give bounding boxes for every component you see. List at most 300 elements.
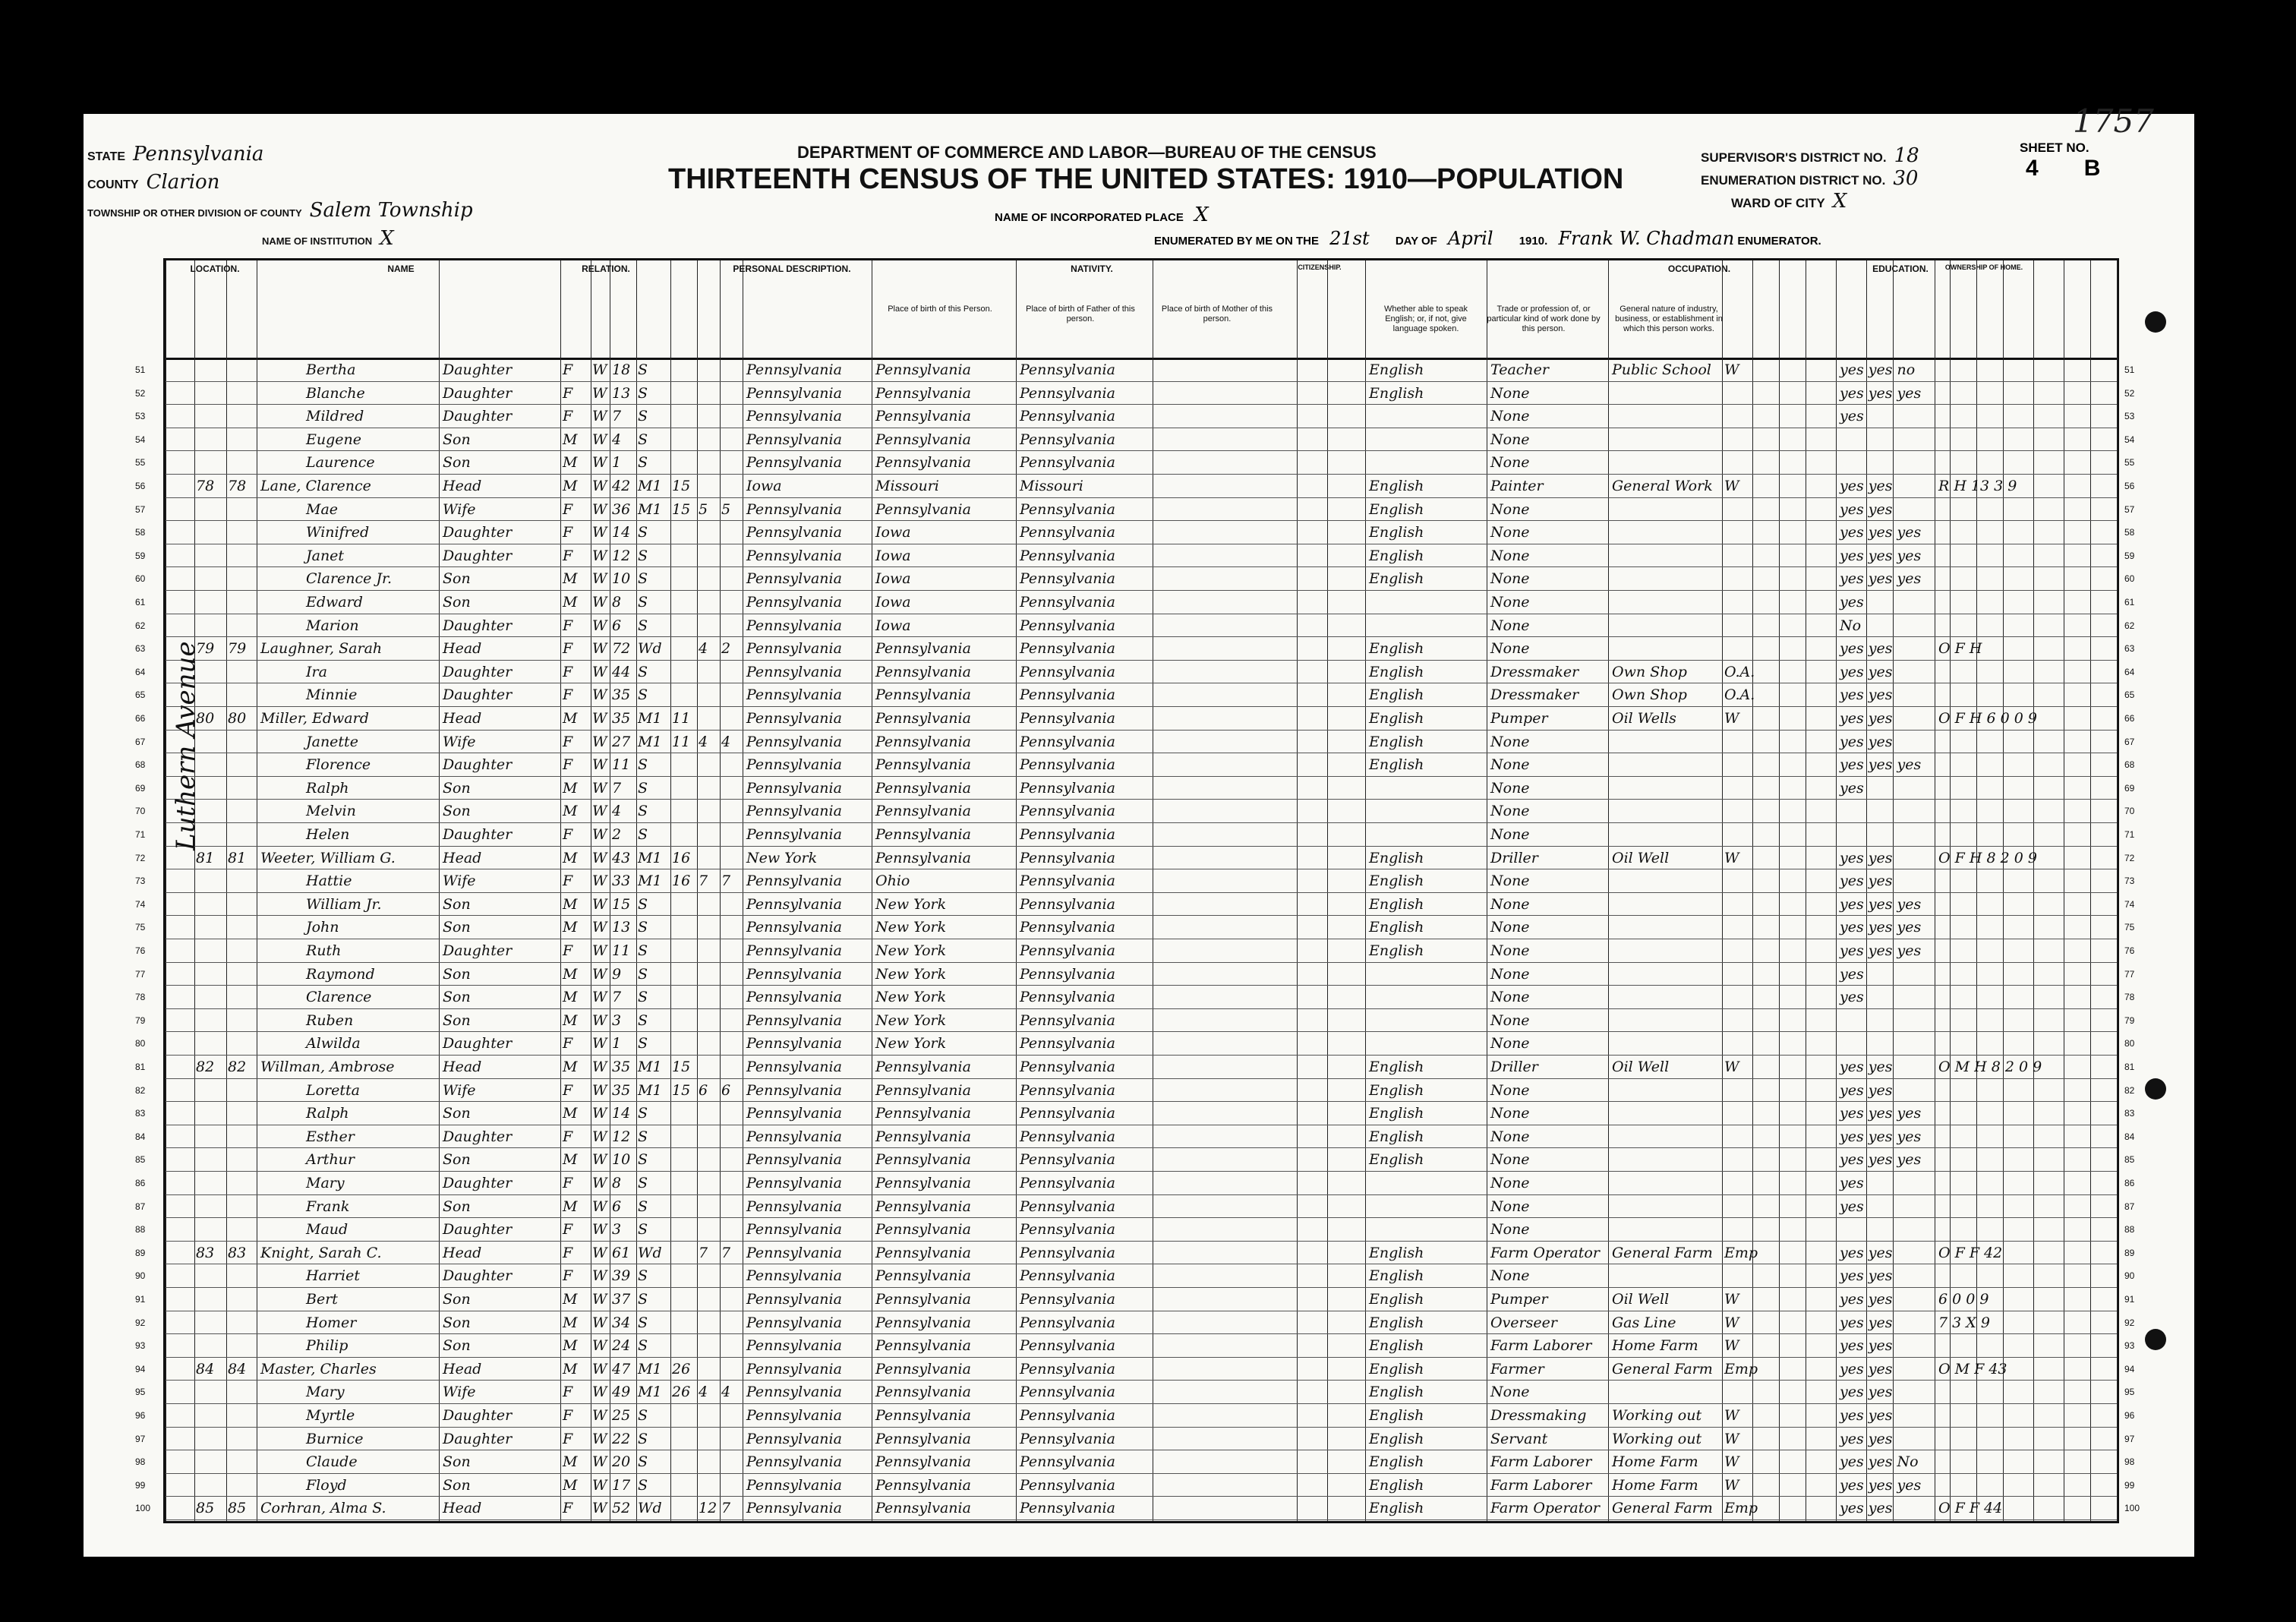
industry: Home Farm <box>1612 1453 1698 1471</box>
trade: Driller <box>1490 1059 1538 1075</box>
row-number: 99 <box>135 1479 146 1491</box>
birthplace: Pennsylvania <box>746 454 842 472</box>
education: yes yes <box>1840 686 1893 704</box>
column-line <box>1950 260 1951 1521</box>
relation: Head <box>443 478 482 494</box>
trade: None <box>1490 733 1530 750</box>
marital-status: M1 <box>638 1081 662 1099</box>
row-line <box>166 1055 2117 1056</box>
col-industry-head: General nature of industry, business, or establishment in which this person works. <box>1615 305 1723 333</box>
relation: Son <box>443 1198 471 1215</box>
education: yes yes yes <box>1840 570 1922 588</box>
birthplace: Pennsylvania <box>746 500 842 518</box>
trade: None <box>1490 547 1530 564</box>
employer-status: W <box>1724 1059 1739 1075</box>
person-name: Minnie <box>306 686 358 704</box>
sex: F <box>563 1500 573 1517</box>
employer-status: W <box>1724 1430 1739 1447</box>
language: English <box>1369 384 1424 402</box>
father-birthplace: Pennsylvania <box>875 1291 971 1308</box>
education: yes <box>1840 779 1864 797</box>
relation: Son <box>443 1105 471 1122</box>
birthplace: Pennsylvania <box>746 1476 842 1494</box>
row-line <box>166 590 2117 591</box>
trade: None <box>1490 965 1530 983</box>
birthplace: Pennsylvania <box>746 756 842 774</box>
row-line <box>166 1519 2117 1520</box>
father-birthplace: Pennsylvania <box>875 779 971 797</box>
age: 24 <box>612 1337 631 1355</box>
row-line <box>166 566 2117 567</box>
row-line <box>166 1147 2117 1148</box>
sex: M <box>563 431 578 448</box>
industry: General Farm <box>1612 1360 1713 1377</box>
race: W <box>592 478 607 494</box>
person-name: Melvin <box>306 803 356 820</box>
relation: Daughter <box>443 826 512 843</box>
education: yes yes <box>1840 1360 1893 1377</box>
birthplace: Pennsylvania <box>746 594 842 611</box>
children-living: 4 <box>721 733 731 750</box>
marital-status: S <box>638 756 648 774</box>
children-born: 6 <box>699 1081 708 1099</box>
relation: Wife <box>443 1384 476 1401</box>
language: English <box>1369 1500 1424 1517</box>
children-living: 7 <box>721 1500 731 1517</box>
row-number-right: 58 <box>2124 527 2135 538</box>
relation: Daughter <box>443 942 512 959</box>
language: English <box>1369 1314 1424 1331</box>
day-of-label: DAY OF <box>1395 235 1437 248</box>
race: W <box>592 1314 607 1331</box>
column-line <box>636 260 637 1521</box>
relation: Son <box>443 989 471 1006</box>
column-line <box>1976 260 1977 1521</box>
mother-birthplace: Pennsylvania <box>1020 895 1115 913</box>
sheet-value: 4 <box>2026 156 2039 181</box>
birthplace: Pennsylvania <box>746 1244 842 1261</box>
mother-birthplace: Pennsylvania <box>1020 524 1115 541</box>
sheet-label: SHEET NO. <box>2020 140 2089 155</box>
race: W <box>592 826 607 843</box>
row-number: 96 <box>135 1410 146 1421</box>
mother-birthplace: Pennsylvania <box>1020 1337 1115 1355</box>
education: yes yes <box>1840 733 1893 750</box>
father-birthplace: Pennsylvania <box>875 1151 971 1169</box>
trade: Farm Laborer <box>1490 1337 1592 1355</box>
trade: Teacher <box>1490 361 1549 378</box>
trade: None <box>1490 756 1530 774</box>
birthplace: Pennsylvania <box>746 408 842 425</box>
row-number-right: 99 <box>2124 1479 2135 1491</box>
person-name: Ira <box>306 663 327 680</box>
age: 14 <box>612 1105 631 1122</box>
race: W <box>592 1175 607 1191</box>
marital-status: S <box>638 826 648 843</box>
father-birthplace: New York <box>875 965 947 983</box>
mother-birthplace: Pennsylvania <box>1020 1360 1115 1377</box>
age: 4 <box>612 431 622 448</box>
person-name: Raymond <box>306 965 375 983</box>
relation: Daughter <box>443 1175 512 1191</box>
education: yes yes yes <box>1840 1128 1922 1145</box>
education: yes <box>1840 594 1864 611</box>
mother-birthplace: Pennsylvania <box>1020 849 1115 866</box>
person-name: Marion <box>306 617 359 634</box>
institution-label: NAME OF INSTITUTION <box>262 235 373 247</box>
row-number-right: 89 <box>2124 1247 2135 1258</box>
relation: Son <box>443 1151 471 1169</box>
relation: Daughter <box>443 547 512 564</box>
mother-birthplace: Pennsylvania <box>1020 408 1115 425</box>
sex: F <box>563 1035 573 1052</box>
row-number: 51 <box>135 364 146 375</box>
mother-birthplace: Pennsylvania <box>1020 942 1115 959</box>
industry: General Farm <box>1612 1244 1713 1261</box>
race: W <box>592 408 607 425</box>
marital-status: S <box>638 594 648 611</box>
mother-birthplace: Pennsylvania <box>1020 1081 1115 1099</box>
race: W <box>592 617 607 634</box>
employer-status: W <box>1724 1291 1739 1308</box>
age: 3 <box>612 1221 622 1239</box>
race: W <box>592 1337 607 1355</box>
sex: M <box>563 1291 578 1308</box>
home-ownership: O M H 8 2 0 9 <box>1938 1059 2042 1075</box>
trade: Pumper <box>1490 1291 1548 1308</box>
mother-birthplace: Pennsylvania <box>1020 733 1115 750</box>
relation: Daughter <box>443 1221 512 1239</box>
father-birthplace: Iowa <box>875 547 911 564</box>
row-number: 66 <box>135 713 146 724</box>
mother-birthplace: Pennsylvania <box>1020 663 1115 680</box>
race: W <box>592 895 607 913</box>
column-line <box>194 260 195 1521</box>
trade: None <box>1490 1128 1530 1145</box>
father-birthplace: Pennsylvania <box>875 663 971 680</box>
employer-status: W <box>1724 710 1739 727</box>
mother-birthplace: Pennsylvania <box>1020 756 1115 774</box>
sheet-number-box <box>2020 140 2100 181</box>
group-name: NAME <box>387 263 415 274</box>
industry: Public School <box>1612 361 1711 378</box>
language: English <box>1369 640 1424 658</box>
birthplace: Pennsylvania <box>746 1035 842 1052</box>
supervisor-label: SUPERVISOR'S DISTRICT NO. <box>1701 150 1887 165</box>
dwelling-number: 85 <box>196 1500 215 1517</box>
sex: F <box>563 500 573 518</box>
marital-status: Wd <box>638 640 662 658</box>
sex: F <box>563 408 573 425</box>
row-number-right: 56 <box>2124 481 2135 491</box>
mother-birthplace: Pennsylvania <box>1020 1244 1115 1261</box>
marital-status: S <box>638 570 648 588</box>
birthplace: Pennsylvania <box>746 873 842 890</box>
row-number: 82 <box>135 1084 146 1096</box>
person-name: Clarence Jr. <box>306 570 393 588</box>
education: yes yes <box>1840 1314 1893 1331</box>
relation: Head <box>443 849 482 866</box>
marital-status: S <box>638 1337 648 1355</box>
employer-status: O.A. <box>1724 686 1755 704</box>
marital-status: M1 <box>638 710 662 727</box>
sex: M <box>563 454 578 472</box>
person-name: Weeter, William G. <box>260 849 396 866</box>
marital-status: S <box>638 361 648 378</box>
column-line <box>226 260 227 1521</box>
row-number-right: 52 <box>2124 387 2135 399</box>
marital-status: Wd <box>638 1244 662 1261</box>
row-number: 85 <box>135 1154 146 1166</box>
row-number-right: 63 <box>2124 643 2135 655</box>
trade: Dressmaking <box>1490 1407 1587 1424</box>
employer-status: Emp <box>1724 1500 1758 1517</box>
employer-status: O.A. <box>1724 663 1755 680</box>
language: English <box>1369 733 1424 750</box>
age: 3 <box>612 1011 622 1029</box>
marital-status: S <box>638 1291 648 1308</box>
trade: None <box>1490 1011 1530 1029</box>
row-line <box>166 776 2117 777</box>
father-birthplace: Pennsylvania <box>875 686 971 704</box>
trade: None <box>1490 989 1530 1006</box>
row-number-right: 82 <box>2124 1084 2135 1096</box>
enumeration-line <box>1154 228 1821 249</box>
education: yes yes yes <box>1840 524 1922 541</box>
employer-status: W <box>1724 1314 1739 1331</box>
father-birthplace: Pennsylvania <box>875 1476 971 1494</box>
row-number-right: 64 <box>2124 666 2135 677</box>
mother-birthplace: Pennsylvania <box>1020 547 1115 564</box>
education: yes yes <box>1840 1291 1893 1308</box>
family-number: 78 <box>228 478 247 494</box>
birthplace: Pennsylvania <box>746 1291 842 1308</box>
employer-status: Emp <box>1724 1360 1758 1377</box>
birthplace: Pennsylvania <box>746 803 842 820</box>
race: W <box>592 663 607 680</box>
mother-birthplace: Pennsylvania <box>1020 500 1115 518</box>
employer-status: Emp <box>1724 1244 1758 1261</box>
children-born: 4 <box>699 640 708 658</box>
row-number-right: 91 <box>2124 1294 2135 1305</box>
row-number: 60 <box>135 573 146 585</box>
sex: F <box>563 942 573 959</box>
employer-status: W <box>1724 1453 1739 1471</box>
race: W <box>592 454 607 472</box>
row-number: 75 <box>135 922 146 933</box>
row-number-right: 76 <box>2124 945 2135 956</box>
birthplace: Pennsylvania <box>746 570 842 588</box>
sex: F <box>563 663 573 680</box>
mother-birthplace: Pennsylvania <box>1020 570 1115 588</box>
education: yes <box>1840 1175 1864 1191</box>
education: yes yes yes <box>1840 895 1922 913</box>
relation: Daughter <box>443 1407 512 1424</box>
language: English <box>1369 478 1424 494</box>
marital-status: M1 <box>638 500 662 518</box>
race: W <box>592 431 607 448</box>
industry: Oil Wells <box>1612 710 1676 727</box>
sex: F <box>563 756 573 774</box>
father-birthplace: New York <box>875 989 947 1006</box>
industry: Own Shop <box>1612 663 1687 680</box>
row-number: 72 <box>135 852 146 863</box>
relation: Son <box>443 570 471 588</box>
column-line <box>1016 260 1017 1521</box>
marital-status: S <box>638 1407 648 1424</box>
years-married: 15 <box>672 1059 691 1075</box>
father-birthplace: Pennsylvania <box>875 1337 971 1355</box>
mother-birthplace: Pennsylvania <box>1020 1198 1115 1215</box>
race: W <box>592 710 607 727</box>
row-number: 92 <box>135 1317 146 1328</box>
language: English <box>1369 1384 1424 1401</box>
marital-status: S <box>638 686 648 704</box>
group-nativity: NATIVITY. <box>1071 263 1113 274</box>
race: W <box>592 1059 607 1075</box>
row-number: 94 <box>135 1363 146 1374</box>
years-married: 16 <box>672 873 691 890</box>
age: 35 <box>612 686 631 704</box>
father-birthplace: Iowa <box>875 594 911 611</box>
trade: None <box>1490 919 1530 936</box>
marital-status: S <box>638 384 648 402</box>
sex: M <box>563 989 578 1006</box>
sex: F <box>563 733 573 750</box>
enumerated-month: April <box>1448 228 1493 249</box>
age: 2 <box>612 826 622 843</box>
family-number: 79 <box>228 640 247 658</box>
row-line <box>166 1171 2117 1172</box>
marital-status: S <box>638 1175 648 1191</box>
incorporated-label: NAME OF INCORPORATED PLACE <box>995 211 1184 224</box>
father-birthplace: Pennsylvania <box>875 640 971 658</box>
binder-hole <box>2145 1078 2166 1100</box>
birthplace: Pennsylvania <box>746 826 842 843</box>
col-mother-head: Place of birth of Mother of this person. <box>1161 305 1273 323</box>
employer-status: W <box>1724 1407 1739 1424</box>
trade: Farm Operator <box>1490 1500 1600 1517</box>
row-line <box>166 915 2117 916</box>
person-name: Janette <box>306 733 358 750</box>
enumeration-district-label: ENUMERATION DISTRICT NO. <box>1701 173 1886 188</box>
person-name: Ruben <box>306 1011 354 1029</box>
person-name: Bert <box>306 1291 338 1308</box>
row-line <box>166 520 2117 521</box>
race: W <box>592 1128 607 1145</box>
relation: Son <box>443 1337 471 1355</box>
race: W <box>592 733 607 750</box>
home-ownership: 7 3 X 9 <box>1938 1314 1990 1331</box>
birthplace: Pennsylvania <box>746 779 842 797</box>
father-birthplace: Pennsylvania <box>875 1314 971 1331</box>
race: W <box>592 1151 607 1169</box>
birthplace: Pennsylvania <box>746 1011 842 1029</box>
column-line <box>2117 260 2118 1521</box>
sex: F <box>563 873 573 890</box>
relation: Head <box>443 1244 482 1261</box>
row-line <box>166 822 2117 823</box>
age: 42 <box>612 478 631 494</box>
age: 22 <box>612 1430 631 1447</box>
group-citizenship: CITIZENSHIP. <box>1298 263 1342 271</box>
marital-status: S <box>638 431 648 448</box>
age: 25 <box>612 1407 631 1424</box>
years-married: 15 <box>672 1081 691 1099</box>
state-value: Pennsylvania <box>133 143 264 166</box>
row-line <box>166 1101 2117 1102</box>
relation: Head <box>443 1059 482 1075</box>
education: yes yes <box>1840 1337 1893 1355</box>
birthplace: Pennsylvania <box>746 1430 842 1447</box>
children-living: 7 <box>721 873 731 890</box>
birthplace: Pennsylvania <box>746 1175 842 1191</box>
birthplace: Pennsylvania <box>746 1267 842 1285</box>
row-number: 70 <box>135 806 146 817</box>
person-name: Maud <box>306 1221 348 1239</box>
trade: Servant <box>1490 1430 1548 1447</box>
row-number: 79 <box>135 1015 146 1026</box>
row-number: 59 <box>135 550 146 561</box>
supervisor-value: 18 <box>1894 144 1919 167</box>
marital-status: M1 <box>638 733 662 750</box>
col-birthplace-head: Place of birth of this Person. <box>888 305 992 314</box>
sex: M <box>563 594 578 611</box>
group-ownership: OWNERSHIP OF HOME. <box>1944 263 2023 271</box>
person-name: Corhran, Alma S. <box>260 1500 386 1517</box>
row-line <box>166 404 2117 405</box>
language: English <box>1369 500 1424 518</box>
column-line <box>1752 260 1753 1521</box>
mother-birthplace: Pennsylvania <box>1020 1476 1115 1494</box>
employer-status: W <box>1724 849 1739 866</box>
father-birthplace: Pennsylvania <box>875 1360 971 1377</box>
person-name: Loretta <box>306 1081 360 1099</box>
col-language-head: Whether able to speak English; or, if not, give language spoken. <box>1383 305 1468 333</box>
age: 35 <box>612 710 631 727</box>
age: 18 <box>612 361 631 378</box>
row-number-right: 66 <box>2124 713 2135 724</box>
marital-status: S <box>638 1221 648 1239</box>
sex: M <box>563 478 578 494</box>
mother-birthplace: Pennsylvania <box>1020 1314 1115 1331</box>
education: yes yes <box>1840 849 1893 866</box>
race: W <box>592 803 607 820</box>
trade: None <box>1490 524 1530 541</box>
person-name: Philip <box>306 1337 348 1355</box>
incorporated-place <box>995 204 1209 226</box>
person-name: Myrtle <box>306 1407 355 1424</box>
age: 17 <box>612 1476 631 1494</box>
column-line <box>1893 260 1894 1521</box>
mother-birthplace: Pennsylvania <box>1020 594 1115 611</box>
person-name: Winifred <box>306 524 370 541</box>
race: W <box>592 524 607 541</box>
trade: None <box>1490 1105 1530 1122</box>
birthplace: Pennsylvania <box>746 431 842 448</box>
row-number: 73 <box>135 876 146 887</box>
row-number: 74 <box>135 898 146 910</box>
row-number-right: 70 <box>2124 806 2135 817</box>
relation: Daughter <box>443 1430 512 1447</box>
relation: Son <box>443 1476 471 1494</box>
age: 72 <box>612 640 631 658</box>
father-birthplace: Pennsylvania <box>875 361 971 378</box>
father-birthplace: Pennsylvania <box>875 408 971 425</box>
person-name: Mae <box>306 500 339 518</box>
home-ownership: O F H 6 0 0 9 <box>1938 710 2037 727</box>
row-line <box>166 1287 2117 1288</box>
